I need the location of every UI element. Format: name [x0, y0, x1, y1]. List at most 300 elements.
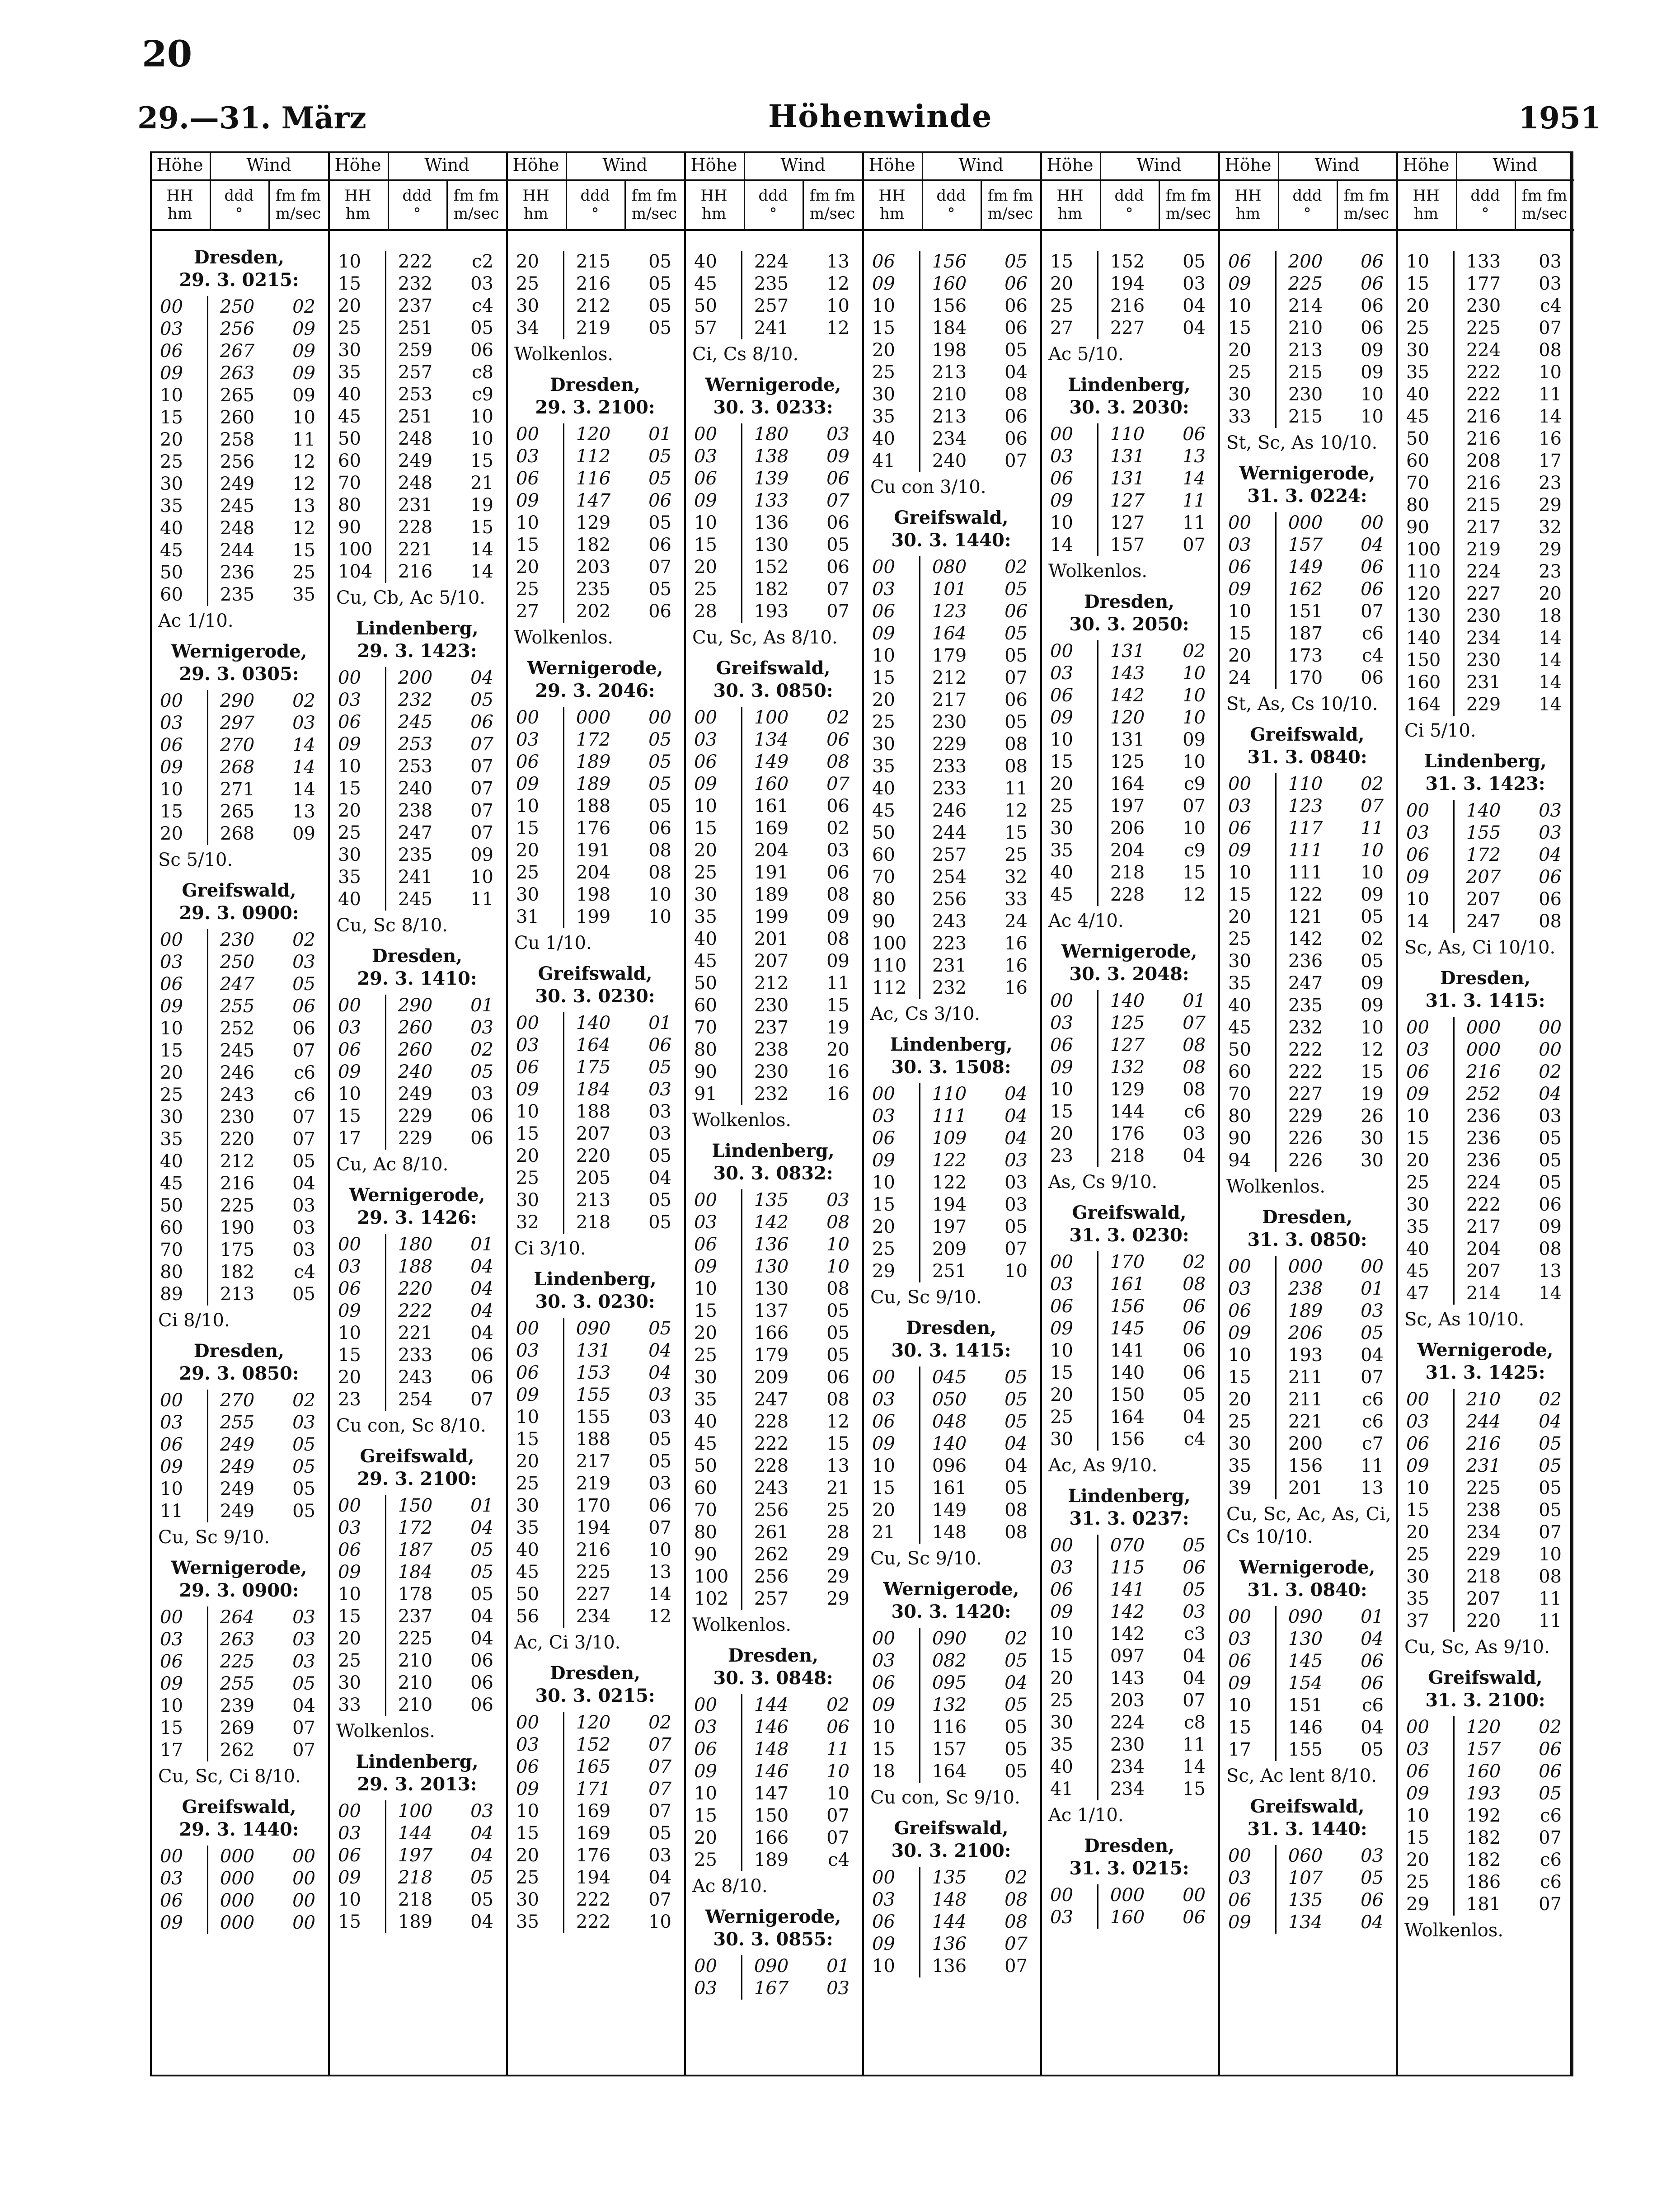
- direction-cell: 170: [1276, 667, 1335, 689]
- speed-cell: 07: [1361, 796, 1384, 817]
- header-ddd: [1100, 187, 1159, 223]
- station-name: Wernigerode,: [171, 641, 307, 662]
- height-cell: 80: [694, 1522, 717, 1543]
- speed-cell: 03: [470, 1017, 493, 1038]
- height-cell: 03: [694, 729, 717, 750]
- speed-cell: 05: [292, 1501, 315, 1522]
- direction-cell: 235: [386, 844, 445, 866]
- speed-cell: 09: [470, 845, 493, 865]
- speed-cell: 03: [826, 1190, 850, 1211]
- direction-cell: 216: [1454, 1433, 1513, 1455]
- height-cell: 39: [1228, 1478, 1251, 1498]
- direction-cell: 133: [742, 490, 801, 512]
- header-rule: [328, 179, 506, 181]
- height-cell: 60: [694, 1478, 717, 1498]
- direction-cell: 227: [1454, 583, 1513, 605]
- height-cell: 06: [1406, 1761, 1429, 1782]
- header-fm: [1515, 187, 1574, 223]
- direction-cell: 224: [742, 251, 801, 273]
- table-row: [155, 823, 324, 845]
- table-row: [1223, 556, 1392, 578]
- direction-cell: 229: [386, 1127, 445, 1150]
- header-msec-label: m/sec: [987, 205, 1033, 223]
- speed-cell: 06: [470, 1128, 493, 1149]
- header-hh: [150, 187, 210, 223]
- height-cell: 40: [338, 384, 361, 405]
- table-row: [689, 1256, 858, 1278]
- speed-cell: 07: [648, 1734, 671, 1755]
- direction-cell: 234: [1454, 1522, 1513, 1544]
- height-cell: 50: [338, 428, 361, 449]
- speed-cell: 02: [292, 690, 315, 711]
- cloud-note: Sc, As 10/10.: [1404, 1309, 1525, 1330]
- height-cell: 10: [160, 779, 183, 800]
- table-row: [689, 1827, 858, 1849]
- header-deg-label: °: [1303, 205, 1311, 223]
- direction-cell: 244: [920, 822, 979, 844]
- table-row: [511, 1561, 680, 1583]
- table-row: [1401, 273, 1570, 295]
- table-row: [511, 1756, 680, 1778]
- speed-cell: 02: [826, 707, 850, 728]
- speed-cell: c9: [1184, 774, 1206, 794]
- speed-cell: 06: [470, 1672, 493, 1693]
- direction-cell: 229: [386, 1105, 445, 1127]
- table-row: [155, 1412, 324, 1434]
- direction-cell: 160: [920, 273, 979, 295]
- speed-cell: 04: [648, 1340, 671, 1361]
- speed-cell: 05: [648, 296, 671, 316]
- height-cell: 160: [1406, 672, 1441, 693]
- table-row: [689, 1039, 858, 1061]
- table-row: [511, 1406, 680, 1428]
- table-row: [1223, 623, 1392, 645]
- table-row: [867, 1194, 1036, 1216]
- speed-cell: 01: [1361, 1278, 1384, 1299]
- table-row: [689, 1212, 858, 1234]
- table-row: [1223, 1606, 1392, 1628]
- speed-cell: 29: [826, 1588, 850, 1609]
- table-row: [867, 578, 1036, 601]
- table-row: [155, 1500, 324, 1522]
- height-cell: 10: [1228, 1695, 1251, 1716]
- height-cell: 25: [872, 1239, 895, 1259]
- height-cell: 15: [338, 778, 361, 799]
- speed-cell: c6: [1540, 1805, 1562, 1826]
- column-header: [862, 151, 1040, 231]
- speed-cell: 03: [1004, 1150, 1028, 1171]
- table-row: [155, 1739, 324, 1761]
- height-cell: 60: [872, 845, 895, 865]
- height-cell: 06: [338, 1278, 361, 1299]
- station-date: 31. 3. 0840:: [1247, 1579, 1367, 1601]
- speed-cell: 06: [470, 340, 493, 361]
- height-cell: 30: [160, 474, 183, 494]
- speed-cell: 06: [1183, 424, 1206, 445]
- speed-cell: 03: [292, 1607, 315, 1628]
- speed-cell: 05: [470, 1889, 493, 1910]
- speed-cell: c4: [472, 296, 493, 316]
- height-cell: 03: [1050, 1907, 1073, 1928]
- height-cell: 09: [160, 996, 183, 1017]
- table-row: [867, 1411, 1036, 1433]
- header-msec-label: m/sec: [631, 205, 677, 223]
- speed-cell: 13: [1361, 1478, 1384, 1498]
- header-wind: Wind: [1136, 155, 1182, 175]
- table-row: [1045, 640, 1214, 662]
- speed-cell: 04: [1361, 535, 1384, 555]
- table-row: [867, 733, 1036, 756]
- table-row: [1223, 406, 1392, 428]
- height-cell: 09: [1406, 1783, 1429, 1804]
- table-row: [155, 1606, 324, 1629]
- table-row: [1223, 1367, 1392, 1389]
- height-cell: 00: [338, 1495, 361, 1516]
- height-cell: 30: [1406, 1194, 1429, 1215]
- height-cell: 110: [1406, 561, 1441, 582]
- table-row: [1401, 517, 1570, 539]
- direction-cell: 240: [386, 1061, 445, 1083]
- speed-cell: 08: [826, 1389, 850, 1410]
- speed-cell: 15: [1361, 1061, 1384, 1082]
- header-fm-label: fm fm: [453, 187, 499, 205]
- height-cell: 50: [516, 1584, 539, 1605]
- table-row: [1045, 1667, 1214, 1690]
- height-cell: 20: [1050, 1123, 1073, 1144]
- speed-cell: 03: [1539, 251, 1562, 272]
- table-row: [689, 773, 858, 795]
- table-row: [333, 1367, 502, 1389]
- table-row: [1401, 1610, 1570, 1632]
- speed-cell: 03: [648, 1473, 671, 1494]
- table-row: [333, 1039, 502, 1061]
- height-cell: 15: [1406, 1500, 1429, 1521]
- sounding-table: [1401, 1716, 1570, 1916]
- direction-cell: 199: [742, 906, 801, 928]
- column-separator: [328, 151, 330, 2076]
- sounding-table: [1401, 800, 1570, 933]
- station-name: Wernigerode,: [527, 657, 663, 679]
- height-cell: 25: [1228, 1411, 1251, 1432]
- speed-cell: 35: [292, 584, 315, 605]
- table-row: [333, 362, 502, 384]
- table-row: [1045, 1907, 1214, 1929]
- direction-cell: 197: [1098, 795, 1157, 817]
- header-fm-label: fm fm: [275, 187, 321, 205]
- height-cell: 70: [694, 1017, 717, 1038]
- sounding-table: [689, 251, 858, 339]
- direction-cell: 226: [1276, 1150, 1335, 1172]
- table-row: [333, 866, 502, 888]
- height-cell: 35: [872, 406, 895, 427]
- direction-cell: 100: [386, 1800, 445, 1822]
- table-row: [867, 601, 1036, 623]
- speed-cell: 02: [1183, 641, 1206, 662]
- table-row: [689, 490, 858, 512]
- table-row: [155, 1128, 324, 1151]
- direction-cell: 000: [208, 1890, 267, 1912]
- sounding-table: [867, 1628, 1036, 1783]
- speed-cell: 06: [292, 1018, 315, 1039]
- table-row: [867, 911, 1036, 933]
- speed-cell: c4: [1362, 645, 1384, 666]
- direction-cell: 237: [386, 295, 445, 317]
- direction-cell: 221: [386, 539, 445, 561]
- height-cell: 30: [516, 1889, 539, 1910]
- speed-cell: 04: [1361, 1629, 1384, 1649]
- height-cell: 30: [1228, 1433, 1251, 1454]
- speed-cell: 10: [1361, 840, 1384, 861]
- speed-cell: 01: [826, 1956, 850, 1977]
- speed-cell: 10: [1183, 818, 1206, 839]
- height-cell: 15: [516, 1823, 539, 1844]
- speed-cell: 10: [1539, 1544, 1562, 1565]
- speed-cell: 11: [1183, 490, 1206, 511]
- header-ddd-label: ddd: [580, 187, 610, 205]
- header-hm-label: hm: [523, 205, 549, 223]
- direction-cell: 111: [1276, 840, 1335, 862]
- table-row: [511, 512, 680, 534]
- height-cell: 45: [516, 1562, 539, 1583]
- speed-cell: 06: [826, 1367, 850, 1388]
- direction-cell: 214: [1276, 295, 1335, 317]
- table-row: [1223, 578, 1392, 601]
- direction-cell: 230: [1454, 605, 1513, 627]
- direction-cell: 220: [564, 1145, 623, 1167]
- table-row: [867, 1260, 1036, 1282]
- speed-cell: 04: [470, 1845, 493, 1866]
- header-msec-label: m/sec: [453, 205, 499, 223]
- cloud-note: Ac, Cs 3/10.: [870, 1004, 981, 1024]
- table-row: [1223, 1150, 1392, 1172]
- station-date: 30. 3. 0230:: [535, 986, 655, 1007]
- direction-cell: 197: [920, 1216, 979, 1238]
- height-cell: 09: [1050, 490, 1073, 511]
- station-name: Greifswald,: [1072, 1202, 1187, 1223]
- direction-cell: 222: [1276, 1039, 1335, 1061]
- height-cell: 15: [1406, 1827, 1429, 1848]
- height-cell: 03: [1228, 535, 1251, 555]
- table-row: [1401, 539, 1570, 561]
- table-row: [1045, 685, 1214, 707]
- direction-cell: 207: [1454, 866, 1513, 888]
- direction-cell: 152: [564, 1734, 623, 1756]
- table-row: [1401, 1411, 1570, 1433]
- speed-cell: 07: [1183, 535, 1206, 555]
- height-cell: 40: [1228, 995, 1251, 1016]
- height-cell: 10: [160, 1695, 183, 1716]
- speed-cell: 03: [1183, 1601, 1206, 1622]
- table-row: [1045, 1645, 1214, 1667]
- direction-cell: 147: [742, 1783, 801, 1805]
- header-deg-label: °: [1481, 205, 1489, 223]
- table-row: [155, 451, 324, 473]
- direction-cell: 211: [1276, 1367, 1335, 1389]
- direction-cell: 222: [1454, 384, 1513, 406]
- height-cell: 10: [160, 385, 183, 406]
- header-hh: [1040, 187, 1100, 223]
- height-cell: 140: [1406, 628, 1441, 648]
- direction-cell: 216: [1098, 295, 1157, 317]
- speed-cell: 00: [1183, 1885, 1206, 1906]
- table-row: [155, 996, 324, 1018]
- direction-cell: 173: [1276, 645, 1335, 667]
- direction-cell: 256: [208, 318, 267, 340]
- direction-cell: 251: [386, 406, 445, 428]
- speed-cell: 07: [826, 1805, 850, 1826]
- header-rule: [1040, 179, 1218, 181]
- table-row: [1045, 773, 1214, 795]
- height-cell: 15: [516, 1123, 539, 1144]
- table-row: [511, 578, 680, 601]
- height-cell: 06: [516, 1362, 539, 1383]
- speed-cell: 01: [648, 1013, 671, 1033]
- direction-cell: 122: [920, 1150, 979, 1172]
- header-fm-label: fm fm: [809, 187, 855, 205]
- direction-cell: 236: [1454, 1150, 1513, 1172]
- table-row: [689, 1522, 858, 1544]
- direction-cell: 170: [564, 1495, 623, 1517]
- direction-cell: 247: [208, 973, 267, 996]
- direction-cell: 228: [1098, 884, 1157, 906]
- speed-cell: 08: [1539, 911, 1562, 932]
- table-row: [689, 556, 858, 578]
- speed-cell: 04: [470, 1256, 493, 1277]
- height-cell: 164: [1406, 694, 1441, 715]
- direction-cell: 130: [742, 1256, 801, 1278]
- direction-cell: 233: [386, 1344, 445, 1367]
- height-cell: 10: [1406, 1106, 1429, 1127]
- speed-cell: 11: [1361, 1456, 1384, 1476]
- station-name: Dresden,: [1440, 967, 1531, 989]
- speed-cell: c6: [1540, 1872, 1562, 1893]
- table-row: [689, 995, 858, 1017]
- direction-cell: 142: [742, 1212, 801, 1234]
- direction-cell: 249: [208, 1478, 267, 1500]
- height-cell: 06: [1228, 1651, 1251, 1672]
- table-row: [1223, 645, 1392, 667]
- table-row: [1223, 1650, 1392, 1672]
- station-name: Wernigerode,: [705, 1906, 841, 1927]
- table-row: [1223, 1083, 1392, 1105]
- station-heading: [689, 657, 858, 702]
- station-heading: [1223, 1556, 1392, 1601]
- header-deg-label: °: [591, 205, 599, 223]
- speed-cell: 06: [648, 490, 671, 511]
- height-cell: 60: [1228, 1061, 1251, 1082]
- direction-cell: 175: [208, 1239, 267, 1261]
- station-date: 29. 3. 2046:: [535, 680, 655, 701]
- height-cell: 09: [516, 1385, 539, 1405]
- height-cell: 45: [694, 273, 717, 294]
- height-cell: 09: [1406, 1456, 1429, 1476]
- direction-cell: 194: [564, 1517, 623, 1539]
- speed-cell: 23: [1539, 561, 1562, 582]
- station-heading: [1223, 1206, 1392, 1251]
- station-heading: [333, 1751, 502, 1796]
- speed-cell: 07: [292, 1040, 315, 1061]
- table-row: [155, 385, 324, 407]
- speed-cell: 06: [826, 729, 850, 750]
- direction-cell: 213: [564, 1189, 623, 1212]
- height-cell: 10: [516, 1801, 539, 1822]
- direction-cell: 160: [1454, 1761, 1513, 1783]
- station-heading: [867, 1317, 1036, 1362]
- speed-cell: 08: [1004, 384, 1028, 405]
- speed-cell: 09: [1361, 362, 1384, 383]
- direction-cell: 229: [1454, 694, 1513, 716]
- height-cell: 10: [160, 1018, 183, 1039]
- direction-cell: 176: [564, 817, 623, 840]
- direction-cell: 200: [386, 667, 445, 689]
- speed-cell: 07: [826, 601, 850, 622]
- station-name: Greifswald,: [894, 1818, 1009, 1839]
- speed-cell: c6: [1362, 1389, 1384, 1410]
- station-heading: [867, 1578, 1036, 1623]
- column-body: [511, 246, 680, 1937]
- table-row: [511, 1539, 680, 1561]
- speed-cell: 03: [648, 1101, 671, 1122]
- height-cell: 03: [516, 729, 539, 750]
- speed-cell: 09: [292, 341, 315, 362]
- speed-cell: 05: [1539, 1128, 1562, 1149]
- height-cell: 30: [694, 1367, 717, 1388]
- table-row: [333, 1539, 502, 1561]
- table-row: [1401, 1238, 1570, 1260]
- speed-cell: 15: [470, 517, 493, 538]
- table-row: [333, 778, 502, 800]
- table-row: [511, 1473, 680, 1495]
- speed-cell: c6: [1540, 1850, 1562, 1870]
- height-cell: 15: [160, 1718, 183, 1738]
- speed-cell: 06: [1361, 1673, 1384, 1694]
- direction-cell: 234: [1454, 627, 1513, 649]
- speed-cell: 26: [1361, 1106, 1384, 1127]
- header-fm-label: fm fm: [631, 187, 677, 205]
- direction-cell: 148: [742, 1738, 801, 1761]
- direction-cell: 184: [920, 317, 979, 339]
- column-separator: [1218, 151, 1220, 2076]
- height-cell: 35: [1050, 840, 1073, 861]
- height-cell: 40: [694, 929, 717, 949]
- table-row: [1401, 339, 1570, 362]
- direction-cell: 230: [1454, 649, 1513, 672]
- speed-cell: 06: [1004, 428, 1028, 449]
- direction-cell: 248: [386, 428, 445, 450]
- speed-cell: 06: [1539, 867, 1562, 888]
- table-row: [1401, 450, 1570, 472]
- table-row: [511, 1189, 680, 1212]
- table-row: [155, 801, 324, 823]
- direction-cell: 229: [920, 733, 979, 756]
- sounding-table: [511, 1318, 680, 1628]
- station-date: 29. 3. 0900:: [179, 902, 299, 924]
- speed-cell: 06: [1361, 318, 1384, 338]
- table-row: [1045, 1756, 1214, 1778]
- direction-cell: 250: [208, 296, 267, 318]
- height-cell: 00: [872, 1367, 895, 1388]
- cloud-note: Ac, Ci 3/10.: [514, 1632, 621, 1653]
- height-cell: 120: [1406, 583, 1441, 604]
- table-row: [511, 1867, 680, 1889]
- height-cell: 20: [338, 1367, 361, 1388]
- station-heading: [511, 1662, 680, 1707]
- station-date: 30. 3. 0215:: [535, 1685, 655, 1706]
- direction-cell: 154: [1276, 1672, 1335, 1695]
- speed-cell: 06: [826, 468, 850, 489]
- direction-cell: 121: [1276, 906, 1335, 928]
- direction-cell: 189: [564, 751, 623, 773]
